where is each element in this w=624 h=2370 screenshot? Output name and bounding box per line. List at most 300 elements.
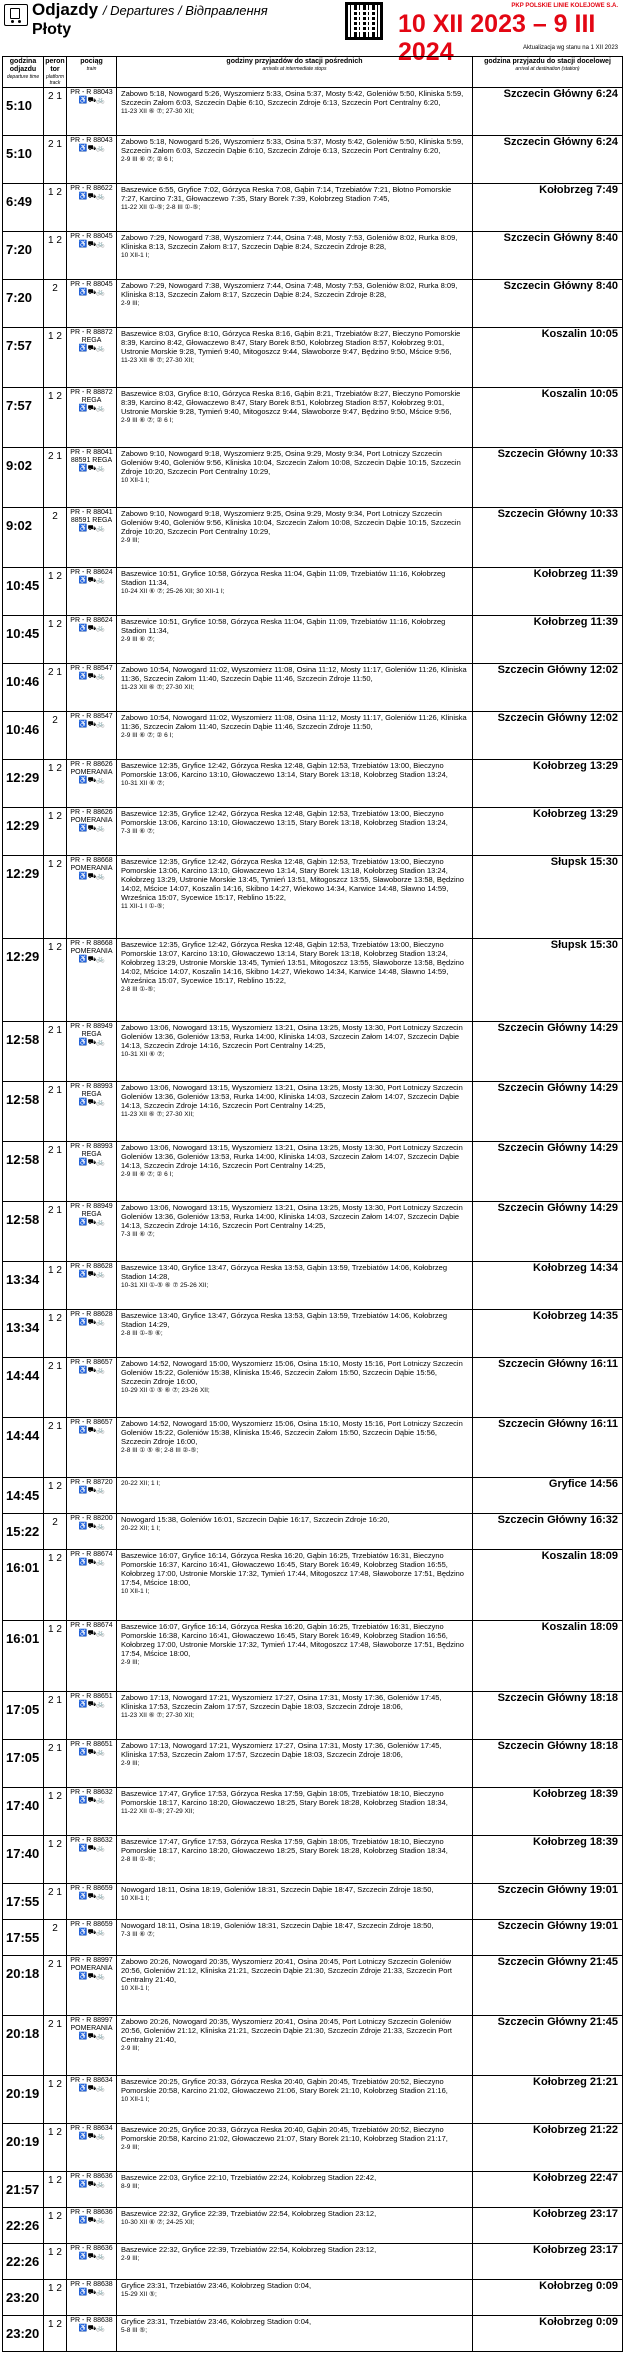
table-row [3, 2280, 623, 2316]
stops-text: Gryfice 23:31, Trzebiatów 23:46, Kołobrzeg Stadion 0:04, [121, 2281, 312, 2290]
service-icons: ♿ ⛟ 🚲 [78, 673, 105, 680]
col-platform [44, 57, 67, 88]
destination-text: Szczecin Główny 14:29 [497, 1082, 618, 1094]
intermediate-stops [117, 712, 473, 760]
service-icons: ♿ ⛟ 🚲 [78, 1427, 105, 1434]
destination [473, 2124, 623, 2172]
platform: 2 [44, 508, 67, 568]
train-number: PR - R 88041 88591 REGA [70, 449, 113, 464]
departure-time: 12:29 [3, 760, 44, 808]
table-row [3, 2208, 623, 2244]
destination-text: Kołobrzeg 11:39 [533, 568, 618, 580]
service-icons: ♿ ⛟ 🚲 [78, 1559, 105, 1566]
intermediate-stops [117, 88, 473, 136]
intermediate-stops [117, 1022, 473, 1082]
intermediate-stops [117, 1202, 473, 1262]
title [32, 0, 268, 21]
destination-text: Kołobrzeg 23:17 [533, 2208, 618, 2220]
table-row [3, 328, 623, 388]
train-number: PR - R 88634 [70, 2125, 113, 2132]
platform: 2 1 [44, 1358, 67, 1418]
departure-time: 12:29 [3, 808, 44, 856]
platform: 1 2 [44, 2244, 67, 2280]
train-info [67, 184, 117, 232]
intermediate-stops [117, 1956, 473, 2016]
table-row [3, 1202, 623, 1262]
stops-text: Baszewice 13:40, Gryfice 13:47, Górzyca Reska 13:53, Gąbin 13:59, Trzebiatów 14:06, Kołobrzeg Stadion 14:29, [121, 1311, 448, 1329]
train-info [67, 1514, 117, 1550]
intermediate-stops [117, 568, 473, 616]
train-info [67, 1082, 117, 1142]
departure-time: 23:20 [3, 2316, 44, 2352]
stops-text: Baszewice 10:51, Gryfice 10:58, Górzyca Reska 11:04, Gąbin 11:09, Trzebiatów 11:16, Kołobrzeg Stadion 11:34, [121, 569, 446, 587]
destination-text: Kołobrzeg 13:29 [533, 808, 618, 820]
train-info [67, 2280, 117, 2316]
table-row [3, 856, 623, 939]
train-info [67, 2244, 117, 2280]
service-icons: ♿ ⛟ 🚲 [78, 1367, 105, 1374]
table-row [3, 136, 623, 184]
train-info [67, 508, 117, 568]
service-icons: ♿ ⛟ 🚲 [78, 873, 105, 880]
train-number: PR - R 88872 REGA [70, 389, 113, 404]
running-days: 10-29 XII ① ⑤ ⑥ ⑦; 23-26 XII; [121, 1387, 210, 1394]
destination [473, 1884, 623, 1920]
departure-time: 22:26 [3, 2208, 44, 2244]
departure-time: 14:45 [3, 1478, 44, 1514]
train-number: PR - R 88634 [70, 2077, 113, 2084]
destination [473, 1418, 623, 1478]
destination-text: Słupsk 15:30 [550, 939, 618, 951]
intermediate-stops [117, 1920, 473, 1956]
running-days: 10-31 XII ⑥ ⑦; [121, 780, 165, 787]
platform: 1 2 [44, 1310, 67, 1358]
destination [473, 1202, 623, 1262]
destination [473, 939, 623, 1022]
train-number: PR - R 88657 [70, 1419, 113, 1426]
intermediate-stops [117, 1262, 473, 1310]
platform: 1 2 [44, 1621, 67, 1692]
running-days: 11 XII-1 I ①-⑤; [121, 903, 165, 910]
intermediate-stops [117, 1478, 473, 1514]
stops-text: Zabowo 13:06, Nowogard 13:15, Wyszomierz 13:21, Osina 13:25, Mosty 13:30, Port Lotniczy Szczecin Goleniów 13:36, Goleniów 13:53, Rurka 14:00, Kliniska 14:03, Szczecin Załom 14:07, Szczecin Dąbie 14:13, Szczecin Zdroje 14:16, Szczecin Port Centralny 14:25, [121, 1143, 463, 1170]
platform: 1 2 [44, 2316, 67, 2352]
table-row [3, 184, 623, 232]
table-row [3, 760, 623, 808]
train-info [67, 2076, 117, 2124]
qr-code-icon[interactable] [345, 2, 383, 40]
departure-time: 23:20 [3, 2280, 44, 2316]
intermediate-stops [117, 232, 473, 280]
destination [473, 2076, 623, 2124]
running-days: 2-8 III ①-⑤; [121, 1856, 156, 1863]
service-icons: ♿ ⛟ 🚲 [78, 1701, 105, 1708]
stops-text: Zabowo 9:10, Nowogard 9:18, Wyszomierz 9:25, Osina 9:29, Mosty 9:34, Port Lotniczy Szczecin Goleniów 9:40, Goleniów 9:56, Kliniska 10:04, Szczecin Załom 10:08, Szczecin Dąbie 10:15, Szczecin Zdroje 10:20, Szczecin Port Centralny 10:29, [121, 509, 461, 536]
intermediate-stops [117, 1418, 473, 1478]
stops-text: Zabowo 5:18, Nowogard 5:26, Wyszomierz 5:33, Osina 5:37, Mosty 5:42, Goleniów 5:50, Kliniska 5:59, Szczecin Załom 6:03, Szczecin Dąbie 6:10, Szczecin Zdroje 6:13, Szczecin Port Centralny 6:20, [121, 137, 464, 155]
service-icons: ♿ ⛟ 🚲 [78, 1523, 105, 1530]
train-info [67, 2316, 117, 2352]
train-info [67, 1142, 117, 1202]
platform: 1 2 [44, 1550, 67, 1621]
table-row [3, 808, 623, 856]
departure-time: 20:18 [3, 1956, 44, 2016]
stops-text: Baszewice 16:07, Gryfice 16:14, Górzyca Reska 16:20, Gąbin 16:25, Trzebiatów 16:31, Bieczyno Pomorskie 16:37, Karcino 16:41, Głowaczewo 16:45, Stary Borek 16:49, Kołobrzeg Stadion 16:55, Kołobrzeg 17:00, Ustronie Morskie 17:32, Tymień 17:44, Mitogoszcz 17:48, Sławoborze 17:51, Będzino 17:54, Mścice 18:00, [121, 1551, 464, 1587]
train-info [67, 856, 117, 939]
stops-text: Baszewice 22:03, Gryfice 22:10, Trzebiatów 22:24, Kołobrzeg Stadion 22:42, [121, 2173, 377, 2182]
destination-text: Szczecin Główny 6:24 [503, 136, 618, 148]
running-days: 2-9 III; [121, 537, 140, 544]
running-days: 10 XII-1 I; [121, 252, 150, 259]
table-row [3, 1310, 623, 1358]
destination [473, 328, 623, 388]
destination [473, 664, 623, 712]
running-days: 20-22 XII; 1 I; [121, 1480, 161, 1487]
train-number: PR - R 88626 POMERANIA [70, 809, 113, 824]
train-number: PR - R 88668 POMERANIA [70, 940, 113, 955]
train-number: PR - R 88043 [70, 89, 113, 96]
stops-text: Nowogard 18:11, Osina 18:19, Goleniów 18:31, Szczecin Dąbie 18:47, Szczecin Zdroje 18:50, [121, 1885, 434, 1894]
running-days: 8-9 III; [121, 2183, 140, 2190]
service-icons: ♿ ⛟ 🚲 [78, 777, 105, 784]
destination-text: Koszalin 10:05 [541, 388, 618, 400]
train-info [67, 1788, 117, 1836]
destination [473, 388, 623, 448]
platform: 2 1 [44, 136, 67, 184]
destination-text: Szczecin Główny 10:33 [497, 448, 618, 460]
running-days: 10-30 XII ⑥ ⑦; 24-25 XII; [121, 2219, 195, 2226]
col-time [3, 57, 44, 88]
stops-text: Baszewice 22:32, Gryfice 22:39, Trzebiatów 22:54, Kołobrzeg Stadion 23:12, [121, 2209, 377, 2218]
platform: 1 2 [44, 808, 67, 856]
service-icons: ♿ ⛟ 🚲 [78, 1487, 105, 1494]
service-icons: ♿ ⛟ 🚲 [78, 2325, 105, 2332]
destination [473, 1514, 623, 1550]
train-number: PR - R 88872 REGA [70, 329, 113, 344]
intermediate-stops [117, 2208, 473, 2244]
table-row [3, 2076, 623, 2124]
destination-text: Kołobrzeg 18:39 [533, 1788, 618, 1800]
train-number: PR - R 88628 [70, 1263, 113, 1270]
train-number: PR - R 88674 [70, 1622, 113, 1629]
stops-text: Nowogard 15:38, Goleniów 16:01, Szczecin Dąbie 16:17, Szczecin Zdroje 16:20, [121, 1515, 390, 1524]
destination [473, 616, 623, 664]
train-info [67, 1418, 117, 1478]
col-train-sub: train [86, 66, 97, 72]
destination [473, 808, 623, 856]
departure-time: 7:20 [3, 232, 44, 280]
running-days: 20-22 XII; 1 I; [121, 1525, 161, 1532]
destination-text: Kołobrzeg 21:22 [533, 2124, 618, 2136]
train-number: PR - R 88997 POMERANIA [70, 2017, 113, 2032]
destination-text: Szczecin Główny 18:18 [497, 1692, 618, 1704]
train-info [67, 280, 117, 328]
service-icons: ♿ ⛟ 🚲 [78, 1319, 105, 1326]
stops-text: Baszewice 17:47, Gryfice 17:53, Górzyca Reska 17:59, Gąbin 18:05, Trzebiatów 18:10, Bieczyno Pomorskie 18:17, Karcino 18:20, Głowaczewo 18:25, Stary Borek 18:28, Kołobrzeg Stadion 18:34, [121, 1789, 448, 1807]
intermediate-stops [117, 2124, 473, 2172]
col-train-label: pociąg [80, 58, 103, 65]
train-info [67, 1836, 117, 1884]
destination [473, 1550, 623, 1621]
col-train [67, 57, 117, 88]
platform: 2 1 [44, 1884, 67, 1920]
stops-text: Zabowo 17:13, Nowogard 17:21, Wyszomierz 17:27, Osina 17:31, Mosty 17:36, Goleniów 17:45, Kliniska 17:53, Szczecin Załom 17:57, Szczecin Dąbie 18:03, Szczecin Zdroje 18:06, [121, 1693, 442, 1711]
train-number: PR - R 88628 [70, 1311, 113, 1318]
stops-text: Zabowo 7:29, Nowogard 7:38, Wyszomierz 7:44, Osina 7:48, Mosty 7:53, Goleniów 8:02, Rurka 8:09, Kliniska 8:13, Szczecin Załom 8:17, Szczecin Dąbie 8:24, Szczecin Zdroje 8:28, [121, 281, 458, 299]
intermediate-stops [117, 939, 473, 1022]
service-icons: ♿ ⛟ 🚲 [78, 1929, 105, 1936]
table-header-row [3, 57, 623, 88]
destination [473, 1142, 623, 1202]
destination [473, 1621, 623, 1692]
destination [473, 1956, 623, 2016]
train-info [67, 88, 117, 136]
platform: 2 [44, 1514, 67, 1550]
train-number: PR - R 88043 [70, 137, 113, 144]
destination [473, 1358, 623, 1418]
table-row [3, 712, 623, 760]
train-info [67, 232, 117, 280]
destination [473, 448, 623, 508]
intermediate-stops [117, 664, 473, 712]
train-number: PR - R 88651 [70, 1741, 113, 1748]
update-note: Aktualizacja wg stanu na 1 XII 2023 [522, 45, 618, 51]
destination-text: Szczecin Główny 14:29 [497, 1202, 618, 1214]
service-icons: ♿ ⛟ 🚲 [78, 2253, 105, 2260]
destination-text: Szczecin Główny 16:11 [498, 1418, 618, 1430]
stops-text: Baszewice 20:25, Gryfice 20:33, Górzyca Reska 20:40, Gąbin 20:45, Trzebiatów 20:52, Bieczyno Pomorskie 20:58, Karcino 21:02, Głowaczewo 21:06, Stary Borek 21:10, Kołobrzeg Stadion 21:16, [121, 2077, 448, 2095]
departure-time: 20:18 [3, 2016, 44, 2076]
intermediate-stops [117, 2280, 473, 2316]
train-info [67, 760, 117, 808]
platform: 2 [44, 1920, 67, 1956]
train-number: PR - R 88659 [70, 1921, 113, 1928]
train-number: PR - R 88638 [70, 2317, 113, 2324]
platform: 2 [44, 712, 67, 760]
destination [473, 2244, 623, 2280]
stops-text: Gryfice 23:31, Trzebiatów 23:46, Kołobrzeg Stadion 0:04, [121, 2317, 312, 2326]
departure-time: 17:05 [3, 1692, 44, 1740]
train-number: PR - R 88045 [70, 233, 113, 240]
stops-text: Zabowo 20:26, Nowogard 20:35, Wyszomierz 20:41, Osina 20:45, Port Lotniczy Szczecin Goleniów 20:56, Goleniów 21:12, Kliniska 21:21, Szczecin Dąbie 21:30, Szczecin Zdroje 21:33, Szczecin Port Centralny 21:40, [121, 1957, 453, 1984]
destination [473, 136, 623, 184]
train-number: PR - R 88997 POMERANIA [70, 1957, 113, 1972]
departure-time: 17:40 [3, 1788, 44, 1836]
service-icons: ♿ ⛟ 🚲 [78, 1271, 105, 1278]
train-info [67, 664, 117, 712]
destination-text: Kołobrzeg 0:09 [539, 2316, 618, 2328]
operator-logo: PKP POLSKIE LINIE KOLEJOWE S.A. [511, 3, 618, 9]
train-number: PR - R 88045 [70, 281, 113, 288]
train-info [67, 939, 117, 1022]
stops-text: Zabowo 17:13, Nowogard 17:21, Wyszomierz 17:27, Osina 17:31, Mosty 17:36, Goleniów 17:45, Kliniska 17:53, Szczecin Załom 17:57, Szczecin Dąbie 18:03, Szczecin Zdroje 18:06, [121, 1741, 442, 1759]
table-row [3, 1692, 623, 1740]
stops-text: Baszewice 20:25, Gryfice 20:33, Górzyca Reska 20:40, Gąbin 20:45, Trzebiatów 20:52, Bieczyno Pomorskie 20:58, Karcino 21:02, Głowaczewo 21:07, Stary Borek 21:10, Kołobrzeg Stadion 21:17, [121, 2125, 448, 2143]
stops-text: Baszewice 12:35, Gryfice 12:42, Górzyca Reska 12:48, Gąbin 12:53, Trzebiatów 13:00, Bieczyno Pomorskie 13:06, Karcino 13:10, Głowaczewo 13:15, Stary Borek 13:18, Kołobrzeg Stadion 13:24, [121, 809, 448, 827]
destination [473, 1262, 623, 1310]
platform: 2 1 [44, 1418, 67, 1478]
intermediate-stops [117, 856, 473, 939]
platform: 2 1 [44, 1142, 67, 1202]
table-row [3, 1956, 623, 2016]
platform: 2 1 [44, 1022, 67, 1082]
destination-text: Szczecin Główny 21:45 [497, 1956, 618, 1968]
service-icons: ♿ ⛟ 🚲 [78, 2289, 105, 2296]
intermediate-stops [117, 1550, 473, 1621]
intermediate-stops [117, 1514, 473, 1550]
destination [473, 1836, 623, 1884]
stops-text: Zabowo 14:52, Nowogard 15:00, Wyszomierz 15:06, Osina 15:10, Mosty 15:16, Port Lotniczy Szczecin Goleniów 15:22, Goleniów 15:38, Kliniska 15:46, Szczecin Załom 15:50, Szczecin Dąbie 15:56, Szczecin Zdroje 16:00, [121, 1419, 463, 1446]
intermediate-stops [117, 448, 473, 508]
table-row [3, 1740, 623, 1788]
departure-time: 6:49 [3, 184, 44, 232]
train-number: PR - R 88638 [70, 2281, 113, 2288]
running-days: 2-9 III ⑥ ⑦; ② 6 I; [121, 417, 174, 424]
table-row [3, 280, 623, 328]
running-days: 10 XII-1 I; [121, 477, 150, 484]
train-number: PR - R 88668 POMERANIA [70, 857, 113, 872]
stops-text: Baszewice 12:35, Gryfice 12:42, Górzyca Reska 12:48, Gąbin 12:53, Trzebiatów 13:00, Bieczyno Pomorskie 13:06, Karcino 13:10, Głowaczewo 13:14, Stary Borek 13:18, Kołobrzeg Stadion 13:24, [121, 761, 448, 779]
service-icons: ♿ ⛟ 🚲 [78, 1797, 105, 1804]
destination-text: Szczecin Główny 21:45 [497, 2016, 618, 2028]
destination-text: Kołobrzeg 18:39 [533, 1836, 618, 1848]
service-icons: ♿ ⛟ 🚲 [78, 2033, 105, 2040]
stops-text: Zabowo 10:54, Nowogard 11:02, Wyszomierz 11:08, Osina 11:12, Mosty 11:17, Goleniów 11:26, Kliniska 11:36, Szczecin Załom 11:40, Szczecin Dąbie 11:46, Szczecin Zdroje 11:50, [121, 713, 467, 731]
running-days: 2-9 III; [121, 2144, 140, 2151]
running-days: 7-3 III ⑥ ⑦; [121, 1231, 155, 1238]
col-time-label: godzina odjazdu [9, 58, 37, 73]
train-info [67, 1920, 117, 1956]
service-icons: ♿ ⛟ 🚲 [78, 577, 105, 584]
running-days: 2-9 III; [121, 300, 140, 307]
destination-text: Słupsk 15:30 [550, 856, 618, 868]
stops-text: Baszewice 8:03, Gryfice 8:10, Górzyca Reska 8:16, Gąbin 8:21, Trzebiatów 8:27, Bieczyno Pomorskie 8:39, Karcino 8:42, Głowaczewo 8:47, Stary Borek 8:50, Kołobrzeg Stadion 8:57, Kołobrzeg 9:01, Ustronie Morskie 9:28, Tymień 9:40, Mitogoszcz 9:44, Sławoborze 9:47, Będzino 9:50, Mścice 9:56, [121, 329, 461, 356]
departure-time: 17:55 [3, 1884, 44, 1920]
running-days: 2-8 III ①-⑤ ⑥; [121, 1330, 163, 1337]
train-info [67, 1262, 117, 1310]
intermediate-stops [117, 1082, 473, 1142]
table-row [3, 664, 623, 712]
stops-text: Zabowo 5:18, Nowogard 5:26, Wyszomierz 5:33, Osina 5:37, Mosty 5:42, Goleniów 5:50, Kliniska 5:59, Szczecin Załom 6:03, Szczecin Dąbie 6:10, Szczecin Zdroje 6:13, Szczecin Port Centralny 6:20, [121, 89, 464, 107]
destination [473, 2208, 623, 2244]
departure-time: 17:40 [3, 1836, 44, 1884]
stops-text: Baszewice 10:51, Gryfice 10:58, Górzyca Reska 11:04, Gąbin 11:09, Trzebiatów 11:16, Kołobrzeg Stadion 11:34, [121, 617, 446, 635]
destination [473, 1022, 623, 1082]
intermediate-stops [117, 328, 473, 388]
platform: 1 2 [44, 2172, 67, 2208]
running-days: 2-9 III ⑥ ⑦; ② 6 I; [121, 732, 174, 739]
running-days: 2-9 III; [121, 2255, 140, 2262]
departure-time: 12:58 [3, 1082, 44, 1142]
destination-text: Kołobrzeg 23:17 [533, 2244, 618, 2256]
intermediate-stops [117, 1358, 473, 1418]
platform: 1 2 [44, 1836, 67, 1884]
table-row [3, 1478, 623, 1514]
departure-time: 22:26 [3, 2244, 44, 2280]
destination [473, 2316, 623, 2352]
col-stops-label: godziny przyjazdów do stacji pośrednich [226, 58, 363, 65]
destination-text: Koszalin 18:09 [541, 1550, 618, 1562]
destination-text: Szczecin Główny 16:32 [497, 1514, 618, 1526]
destination-text: Szczecin Główny 19:01 [497, 1920, 618, 1932]
running-days: 15-29 XII ⑤; [121, 2291, 157, 2298]
destination-text: Koszalin 10:05 [541, 328, 618, 340]
table-row [3, 1358, 623, 1418]
intermediate-stops [117, 280, 473, 328]
train-number: PR - R 88636 [70, 2173, 113, 2180]
departure-time: 20:19 [3, 2124, 44, 2172]
departure-time: 7:57 [3, 388, 44, 448]
running-days: 2-9 III; [121, 2045, 140, 2052]
service-icons: ♿ ⛟ 🚲 [78, 1845, 105, 1852]
destination [473, 2280, 623, 2316]
train-info [67, 1550, 117, 1621]
running-days: 11-23 XII ⑥ ⑦; 27-30 XII; [121, 1111, 194, 1118]
train-number: PR - R 88632 [70, 1789, 113, 1796]
table-row [3, 1142, 623, 1202]
service-icons: ♿ ⛟ 🚲 [78, 1099, 105, 1106]
intermediate-stops [117, 1884, 473, 1920]
stops-text: Nowogard 18:11, Osina 18:19, Goleniów 18:31, Szczecin Dąbie 18:47, Szczecin Zdroje 18:50, [121, 1921, 434, 1930]
col-stops [117, 57, 473, 88]
destination-text: Szczecin Główny 8:40 [503, 232, 618, 244]
table-row [3, 88, 623, 136]
service-icons: ♿ ⛟ 🚲 [78, 2133, 105, 2140]
departure-time: 20:19 [3, 2076, 44, 2124]
platform: 2 1 [44, 2016, 67, 2076]
running-days: 11-22 XII ①-⑤; 27-29 XII; [121, 1808, 195, 1815]
destination-text: Koszalin 18:09 [541, 1621, 618, 1633]
platform: 1 2 [44, 568, 67, 616]
service-icons: ♿ ⛟ 🚲 [78, 289, 105, 296]
destination-text: Kołobrzeg 21:21 [533, 2076, 618, 2088]
running-days: 2-8 III ①-⑤; [121, 986, 156, 993]
service-icons: ♿ ⛟ 🚲 [78, 193, 105, 200]
intermediate-stops [117, 1310, 473, 1358]
train-number: PR - R 88624 [70, 617, 113, 624]
destination-text: Gryfice 14:56 [548, 1478, 618, 1490]
table-row [3, 1514, 623, 1550]
destination-text: Kołobrzeg 7:49 [539, 184, 618, 196]
train-info [67, 1310, 117, 1358]
destination-text: Szczecin Główny 19:01 [497, 1884, 618, 1896]
departure-time: 17:05 [3, 1740, 44, 1788]
table-row [3, 2316, 623, 2352]
service-icons: ♿ ⛟ 🚲 [78, 525, 105, 532]
table-row [3, 568, 623, 616]
platform: 2 1 [44, 1956, 67, 2016]
train-info [67, 1478, 117, 1514]
intermediate-stops [117, 616, 473, 664]
table-row [3, 1262, 623, 1310]
train-number: PR - R 88993 REGA [70, 1083, 113, 1098]
table-row [3, 1550, 623, 1621]
destination-text: Kołobrzeg 14:34 [533, 1262, 618, 1274]
running-days: 10 XII-1 I; [121, 1588, 150, 1595]
service-icons: ♿ ⛟ 🚲 [78, 1973, 105, 1980]
destination-text: Szczecin Główny 12:02 [497, 664, 618, 676]
train-info [67, 136, 117, 184]
table-row [3, 232, 623, 280]
destination [473, 184, 623, 232]
train-number: PR - R 88200 [70, 1515, 113, 1522]
platform: 1 2 [44, 2076, 67, 2124]
platform: 1 2 [44, 328, 67, 388]
running-days: 2-9 III ⑥ ⑦; ② 6 I; [121, 156, 174, 163]
departure-time: 14:44 [3, 1358, 44, 1418]
train-info [67, 1022, 117, 1082]
service-icons: ♿ ⛟ 🚲 [78, 1893, 105, 1900]
